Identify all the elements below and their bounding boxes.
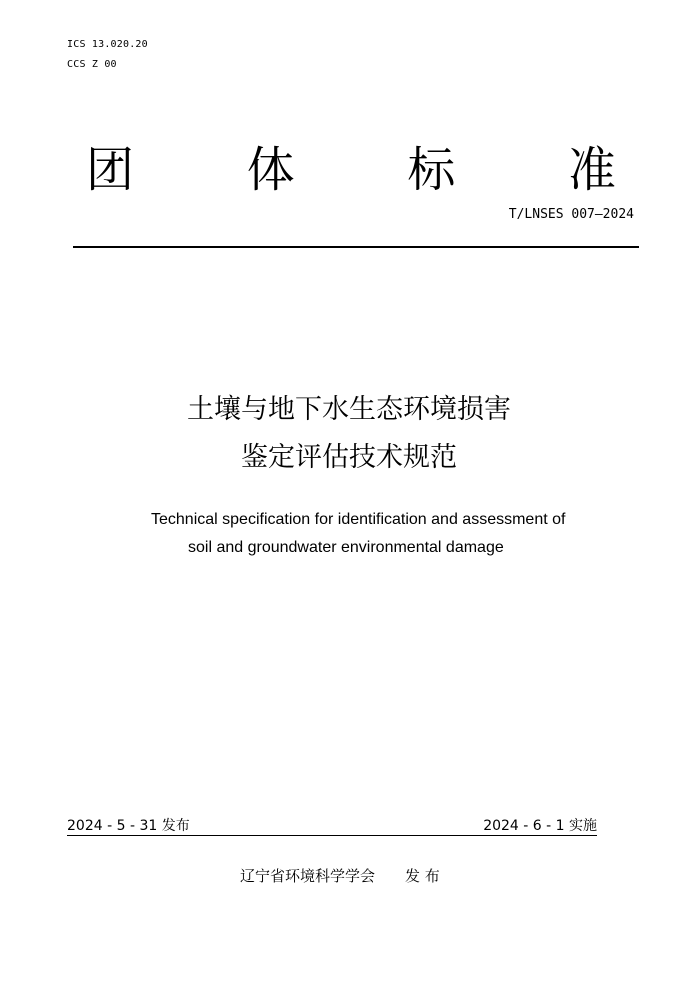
standard-type-char: 准 <box>567 142 616 198</box>
date-divider <box>67 835 597 836</box>
ics-code: ICS 13.020.20 <box>67 39 148 50</box>
chinese-title-line-1: 土壤与地下水生态环境损害 <box>187 394 511 425</box>
header-divider <box>73 246 639 248</box>
english-title-line-1: Technical specification for identification and assessment of <box>151 511 566 528</box>
standard-number: T/LNSES 007—2024 <box>508 207 634 222</box>
implement-date: 2024 - 6 - 1 实施 <box>483 818 597 834</box>
english-title-line-2: soil and groundwater environmental damage <box>188 539 504 556</box>
chinese-title-line-2: 鉴定评估技术规范 <box>241 442 457 473</box>
date-row <box>67 817 597 837</box>
publish-label: 发 布 <box>405 867 440 885</box>
standard-type-char: 标 <box>407 142 456 198</box>
standard-type-heading <box>86 138 616 202</box>
ccs-code: CCS Z 00 <box>67 59 117 70</box>
publisher-line <box>240 866 440 886</box>
standard-type-char: 体 <box>246 142 295 198</box>
publish-date: 2024 - 5 - 31 发布 <box>67 818 190 834</box>
standard-type-char: 团 <box>86 142 135 198</box>
publisher-name: 辽宁省环境科学学会 <box>240 867 376 885</box>
